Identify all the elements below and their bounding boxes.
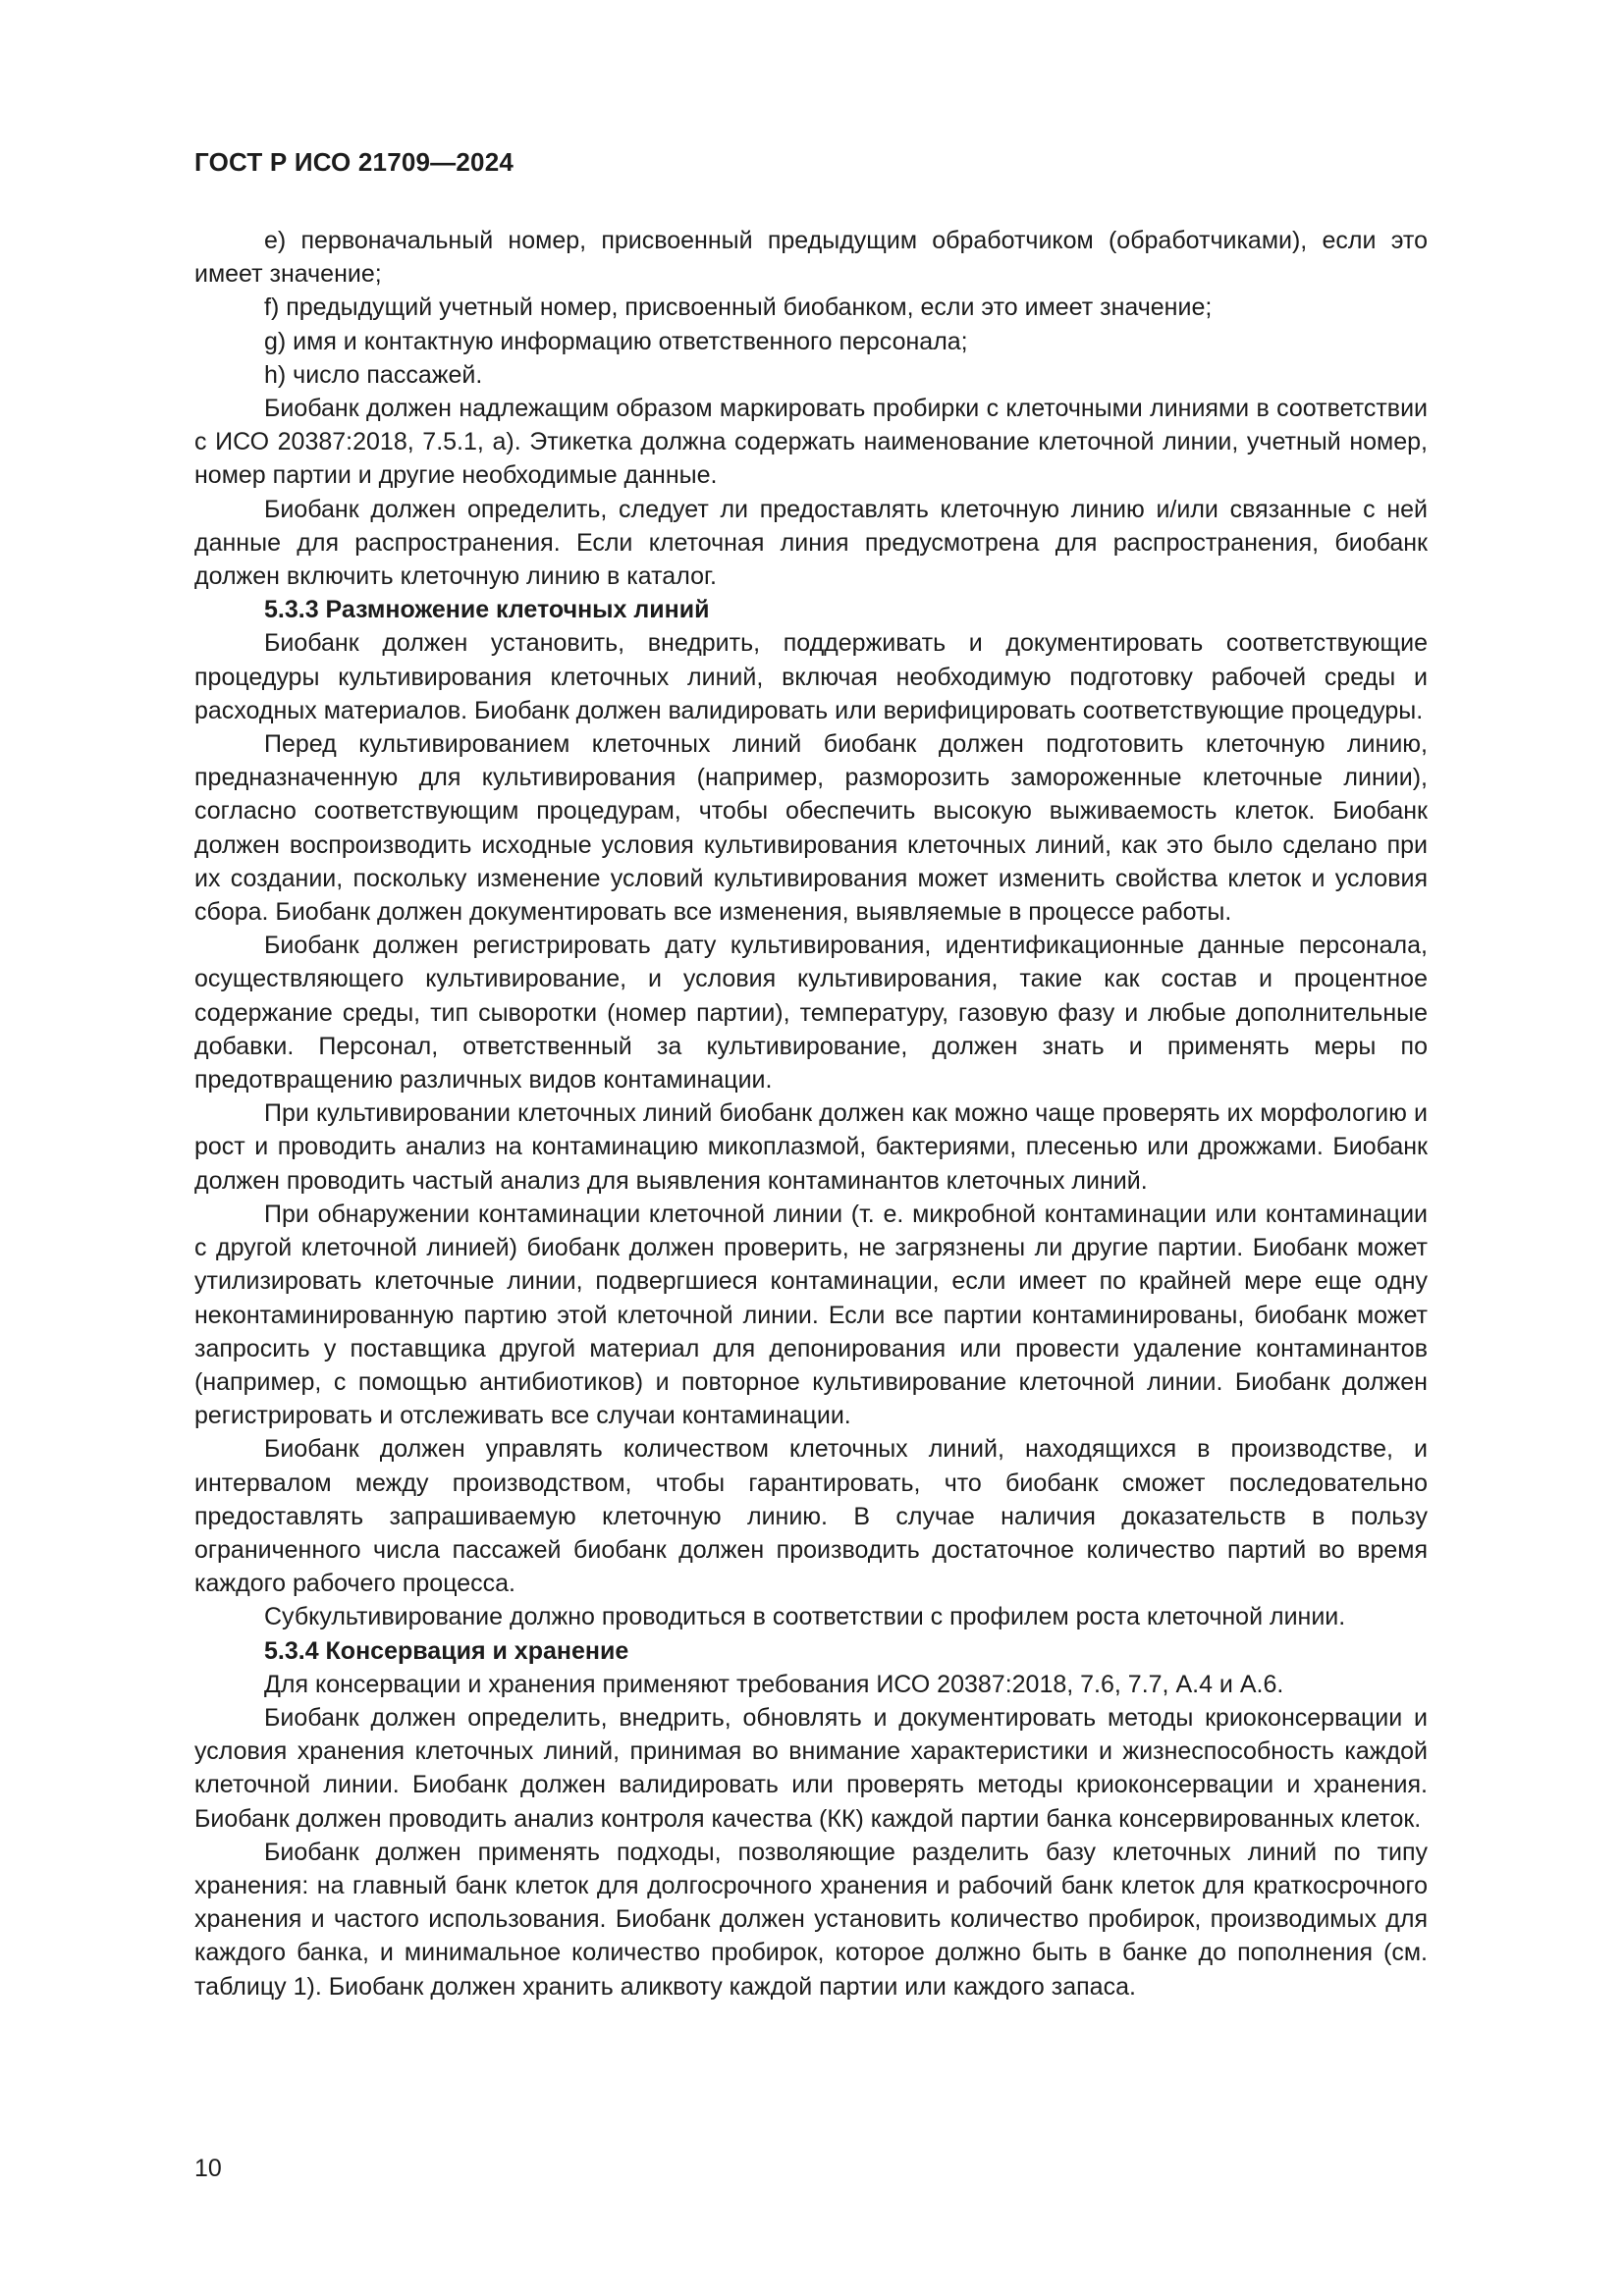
document-header: ГОСТ Р ИСО 21709—2024 bbox=[194, 147, 514, 177]
list-item: f) предыдущий учетный номер, присвоенный биобанком, если это имеет значение; bbox=[264, 294, 1213, 322]
paragraph: При культивировании клеточных линий биобанк должен как можно чаще проверять их морфологию и рост и проводить анализ на контаминацию микоплазмой, бактериями, плесенью или дрожжами. Биобанк должен проводить частый анализ для выявления контаминантов клеточных линий. bbox=[194, 1099, 1428, 1195]
paragraph: Биобанк должен определить, внедрить, обновлять и документировать методы криоконсервации и условия хранения клеточных линий, принимая во внимание характеристики и жизнеспособность каждой клеточной линии. Биобанк должен валидировать или проверять методы криоконсервации и хранения. Биобанк должен проводить анализ контроля качества (КК) каждой партии банка консервированных клеток. bbox=[194, 1703, 1428, 1833]
paragraph: Биобанк должен регистрировать дату культивирования, идентификационные данные персонала, осуществляющего культивирование, и условия культивирования, такие как состав и процентное содержание среды, тип сыворотки (номер партии), температуру, газовую фазу и любые дополнительные добавки. Персонал, ответственный за культивирование, должен знать и применять меры по предотвращению различных видов контаминации. bbox=[194, 932, 1428, 1095]
paragraph: Биобанк должен установить, внедрить, поддерживать и документировать соответствующие процедуры культивирования клеточных линий, включая необходимую подготовку рабочей среды и расходных материалов. Биобанк должен валидировать или верифицировать соответствующие процедуры. bbox=[194, 629, 1428, 724]
list-item: е) первоначальный номер, присвоенный предыдущим обработчиком (обработчиками), если это имеет значение; bbox=[194, 227, 1428, 289]
list-item: g) имя и контактную информацию ответственного персонала; bbox=[264, 327, 968, 355]
paragraph: Перед культивированием клеточных линий биобанк должен подготовить клеточную линию, предназначенную для культивирования (например, разморозить замороженные клеточные линии), согласно соответствующим процедурам, чтобы обеспечить высокую выживаемость клеток. Биобанк должен воспроизводить исходные условия культивирования клеточных линий, как это было сделано при их создании, поскольку изменение условий культивирования может изменить свойства клеток и условия сбора. Биобанк должен документировать все изменения, выявляемые в процессе работы. bbox=[194, 730, 1428, 927]
section-heading: 5.3.4 Консервация и хранение bbox=[264, 1636, 629, 1665]
section-heading: 5.3.3 Размножение клеточных линий bbox=[264, 596, 710, 624]
paragraph: Субкультивирование должно проводиться в соответствии с профилем роста клеточной линии. bbox=[264, 1603, 1346, 1631]
document-body bbox=[194, 224, 1428, 2003]
paragraph: Биобанк должен управлять количеством клеточных линий, находящихся в производстве, и интервалом между производством, чтобы гарантировать, что биобанк сможет последовательно предоставлять запрашиваемую клеточную линию. В случае наличия доказательств в пользу ограниченного числа пассажей биобанк должен производить достаточное количество партий во время каждого рабочего процесса. bbox=[194, 1435, 1428, 1598]
paragraph: При обнаружении контаминации клеточной линии (т. е. микробной контаминации или контаминации с другой клеточной линией) биобанк должен проверить, не загрязнены ли другие партии. Биобанк может утилизировать клеточные линии, подвергшиеся контаминации, если имеет по крайней мере еще одну неконтаминированную партию этой клеточной линии. Если все партии контаминированы, биобанк может запросить у поставщика другой материал для депонирования или провести удаление контаминантов (например, с помощью антибиотиков) и повторное культивирование клеточной линии. Биобанк должен регистрировать и отслеживать все случаи контаминации. bbox=[194, 1200, 1428, 1430]
paragraph: Для консервации и хранения применяют требования ИСО 20387:2018, 7.6, 7.7, А.4 и А.6. bbox=[264, 1670, 1284, 1698]
paragraph: Биобанк должен определить, следует ли предоставлять клеточную линию и/или связанные с ней данные для распространения. Если клеточная линия предусмотрена для распространения, биобанк должен включить клеточную линию в каталог. bbox=[194, 495, 1428, 591]
paragraph: Биобанк должен применять подходы, позволяющие разделить базу клеточных линий по типу хранения: на главный банк клеток для долгосрочного хранения и рабочий банк клеток для краткосрочного хранения и частого использования. Биобанк должен установить количество пробирок, производимых для каждого банка, и минимальное количество пробирок, которое должно быть в банке до пополнения (см. таблицу 1). Биобанк должен хранить аликвоту каждой партии или каждого запаса. bbox=[194, 1838, 1428, 2001]
page-number: 10 bbox=[194, 2155, 222, 2182]
list-item: h) число пассажей. bbox=[264, 360, 483, 389]
paragraph: Биобанк должен надлежащим образом маркировать пробирки с клеточными линиями в соответствии с ИСО 20387:2018, 7.5.1, а). Этикетка должна содержать наименование клеточной линии, учетный номер, номер партии и другие необходимые данные. bbox=[194, 395, 1428, 490]
